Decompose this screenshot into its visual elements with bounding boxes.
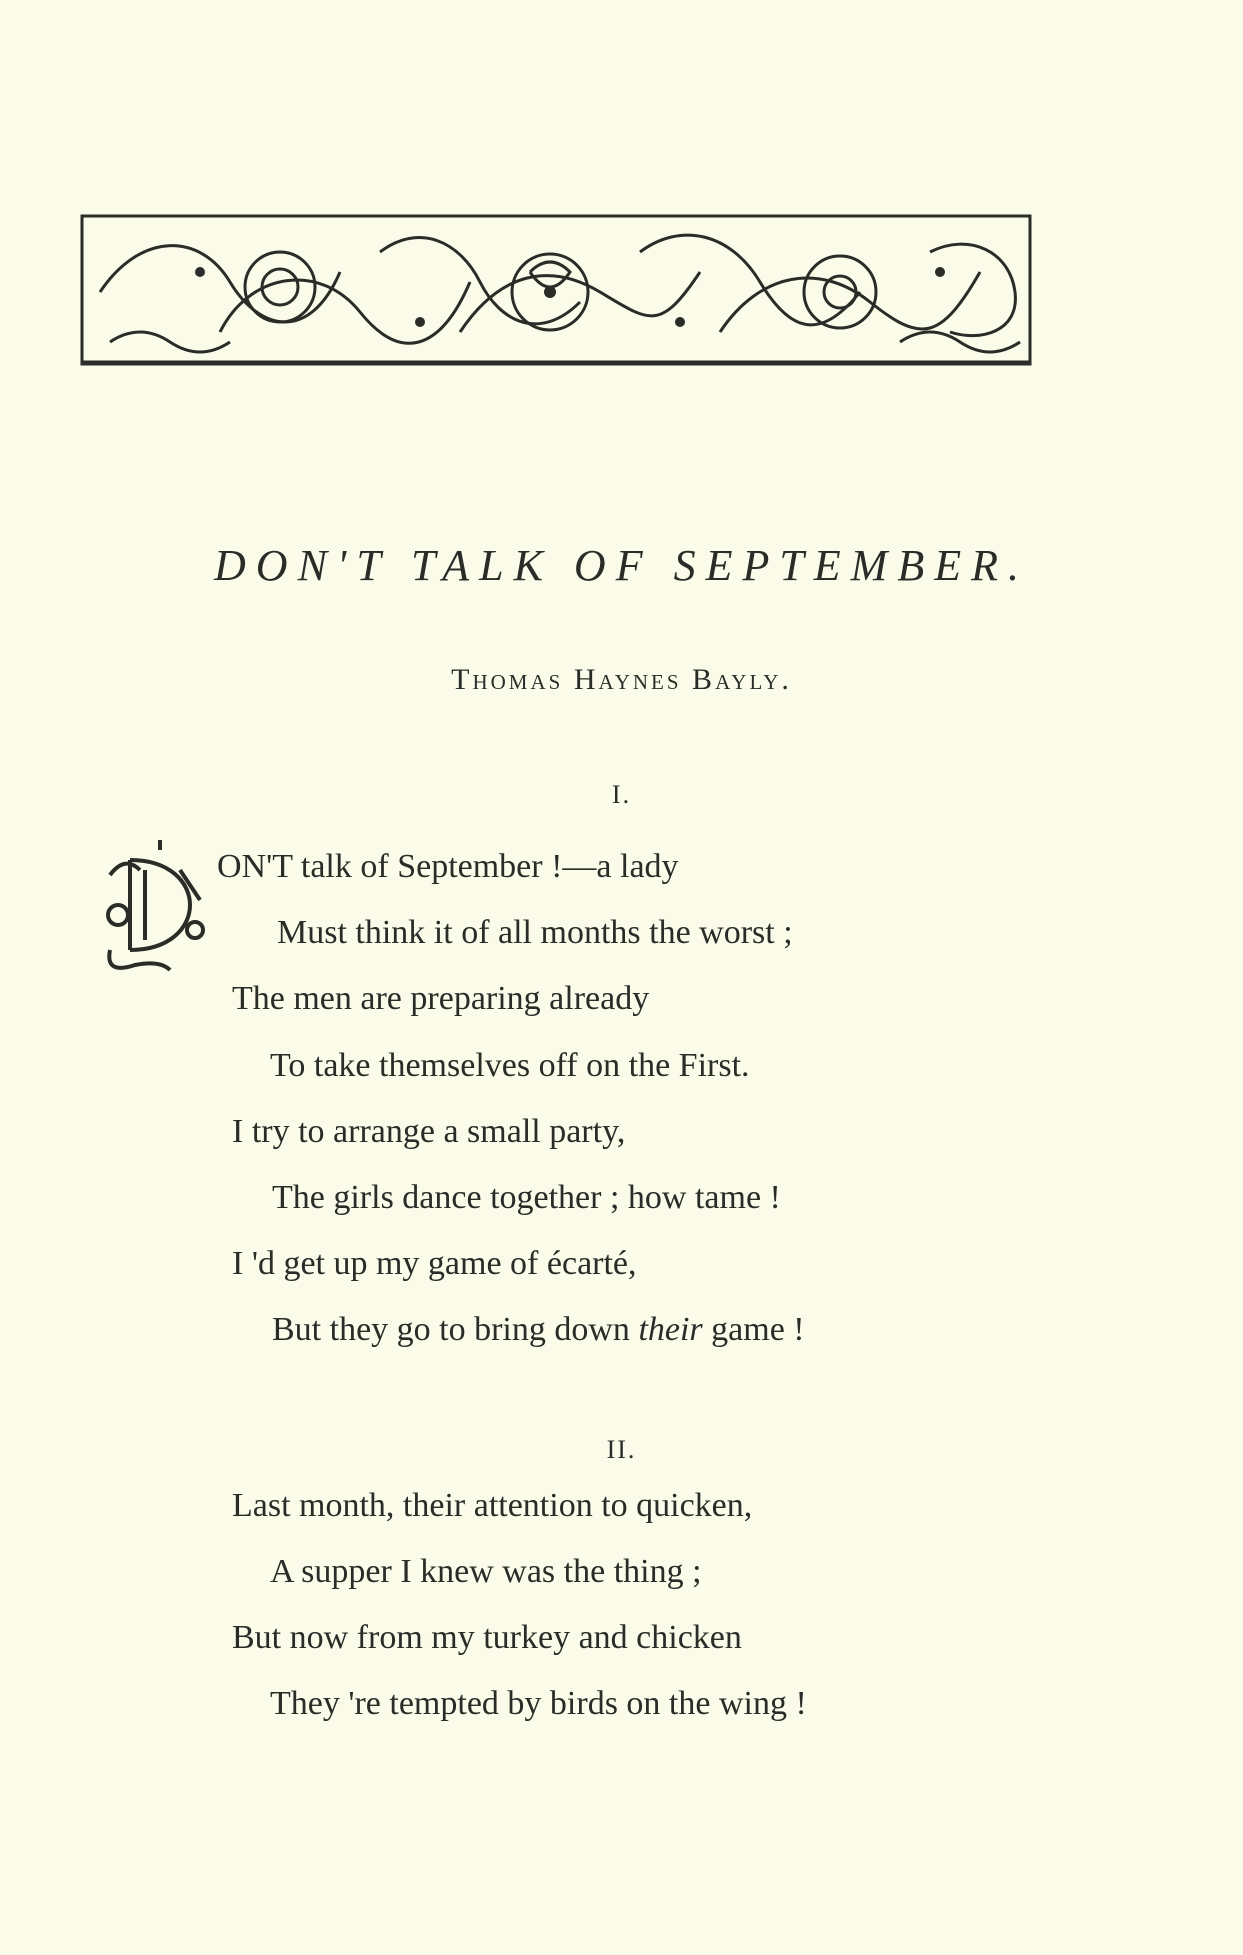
poem-line: To take themselves off on the First. <box>270 1047 750 1084</box>
ornate-initial-d-icon <box>100 840 220 980</box>
line-text: But they go to bring down <box>272 1311 630 1348</box>
poem-line: Last month, their attention to quicken, <box>232 1487 753 1524</box>
poem-line-with-italic <box>272 1311 805 1349</box>
poem-line: ON'T talk of September !—a lady <box>217 848 679 885</box>
poem-line: I 'd get up my game of écarté, <box>232 1245 637 1282</box>
poem-line: A supper I knew was the thing ; <box>270 1553 702 1590</box>
line-text: game ! <box>711 1311 805 1348</box>
poem-line: Must think it of all months the worst ; <box>277 914 793 951</box>
stanza-number: II. <box>606 1435 637 1464</box>
floral-ornament-icon <box>80 212 1035 370</box>
italic-word: their <box>638 1311 703 1348</box>
poem-line: The girls dance together ; how tame ! <box>272 1179 781 1216</box>
poem-line: I try to arrange a small party, <box>232 1113 626 1150</box>
poem-title: DON'T TALK OF SEPTEMBER. <box>214 541 1029 590</box>
poem-line: But now from my turkey and chicken <box>232 1619 742 1656</box>
poem-line: They 're tempted by birds on the wing ! <box>270 1685 807 1722</box>
poem-author: Thomas Haynes Bayly. <box>451 663 792 696</box>
stanza-number: I. <box>611 780 632 809</box>
poem-line: The men are preparing already <box>232 980 650 1017</box>
